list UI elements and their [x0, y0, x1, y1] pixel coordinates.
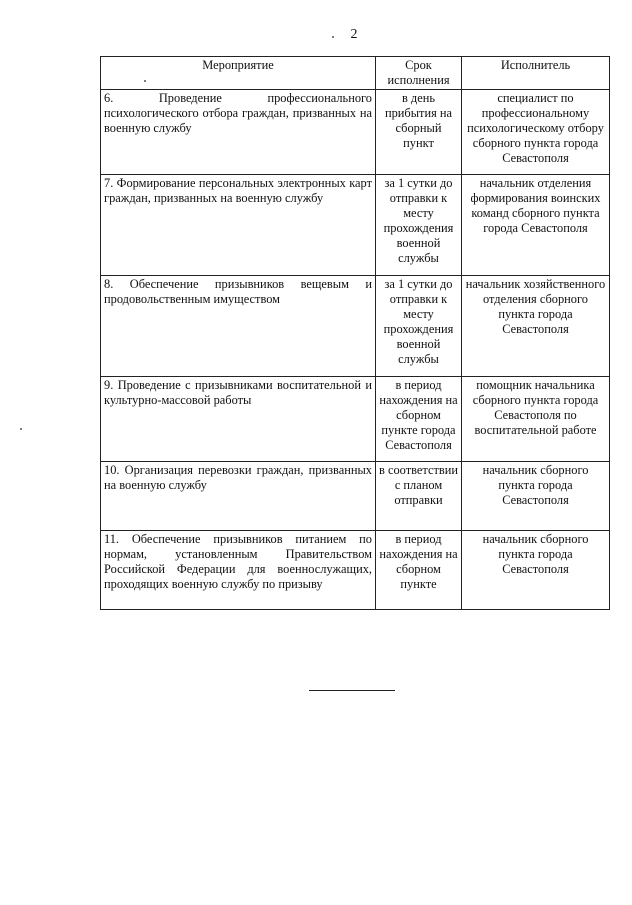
table-row	[101, 377, 610, 462]
executor-cell: начальник сборного пункта города Севастополя	[462, 462, 610, 531]
table-row	[101, 175, 610, 276]
executor-cell: начальник отделения формирования воинских команд сборного пункта города Севастополя	[462, 175, 610, 276]
executor-cell: начальник хозяйственного отделения сборного пункта города Севастополя	[462, 276, 610, 377]
deadline-cell: в период нахождения на сборном пункте	[376, 531, 462, 610]
event-cell: 9. Проведение с призывниками воспитательной и культурно-массовой работы	[101, 377, 376, 462]
event-cell: 6. Проведение профессионального психологического отбора граждан, призванных на военную службу	[101, 90, 376, 175]
page-number: 2	[350, 27, 358, 42]
table-row	[101, 531, 610, 610]
event-cell: 7. Формирование персональных электронных карт граждан, призванных на военную службу	[101, 175, 376, 276]
event-cell: 10. Организация перевозки граждан, призванных на военную службу	[101, 462, 376, 531]
executor-cell: специалист по профессиональному психологическому отбору сборного пункта города Севастополя	[462, 90, 610, 175]
deadline-cell: за 1 сутки до отправки к месту прохождения военной службы	[376, 175, 462, 276]
table-row	[101, 462, 610, 531]
header-deadline: Срок исполнения	[376, 57, 462, 90]
scan-speck	[144, 80, 146, 82]
scan-speck	[332, 36, 334, 38]
executor-cell: начальник сборного пункта города Севастополя	[462, 531, 610, 610]
end-of-document-line	[309, 690, 395, 691]
deadline-cell: в соответствии с планом отправки	[376, 462, 462, 531]
deadline-cell: в период нахождения на сборном пункте города Севастополя	[376, 377, 462, 462]
deadline-cell: за 1 сутки до отправки к месту прохождения военной службы	[376, 276, 462, 377]
deadline-cell: в день прибытия на сборный пункт	[376, 90, 462, 175]
events-table	[100, 56, 610, 610]
header-executor: Исполнитель	[462, 57, 610, 90]
table-row	[101, 90, 610, 175]
header-event: Мероприятие	[101, 57, 376, 90]
executor-cell: помощник начальника сборного пункта города Севастополя по воспитательной работе	[462, 377, 610, 462]
event-cell: 11. Обеспечение призывников питанием по нормам, установленным Правительством Российской Федерации для военнослужащих, проходящих военную службу по призыву	[101, 531, 376, 610]
table-header-row	[101, 57, 610, 90]
scan-speck	[20, 428, 22, 430]
table-row	[101, 276, 610, 377]
event-cell: 8. Обеспечение призывников вещевым и продовольственным имуществом	[101, 276, 376, 377]
